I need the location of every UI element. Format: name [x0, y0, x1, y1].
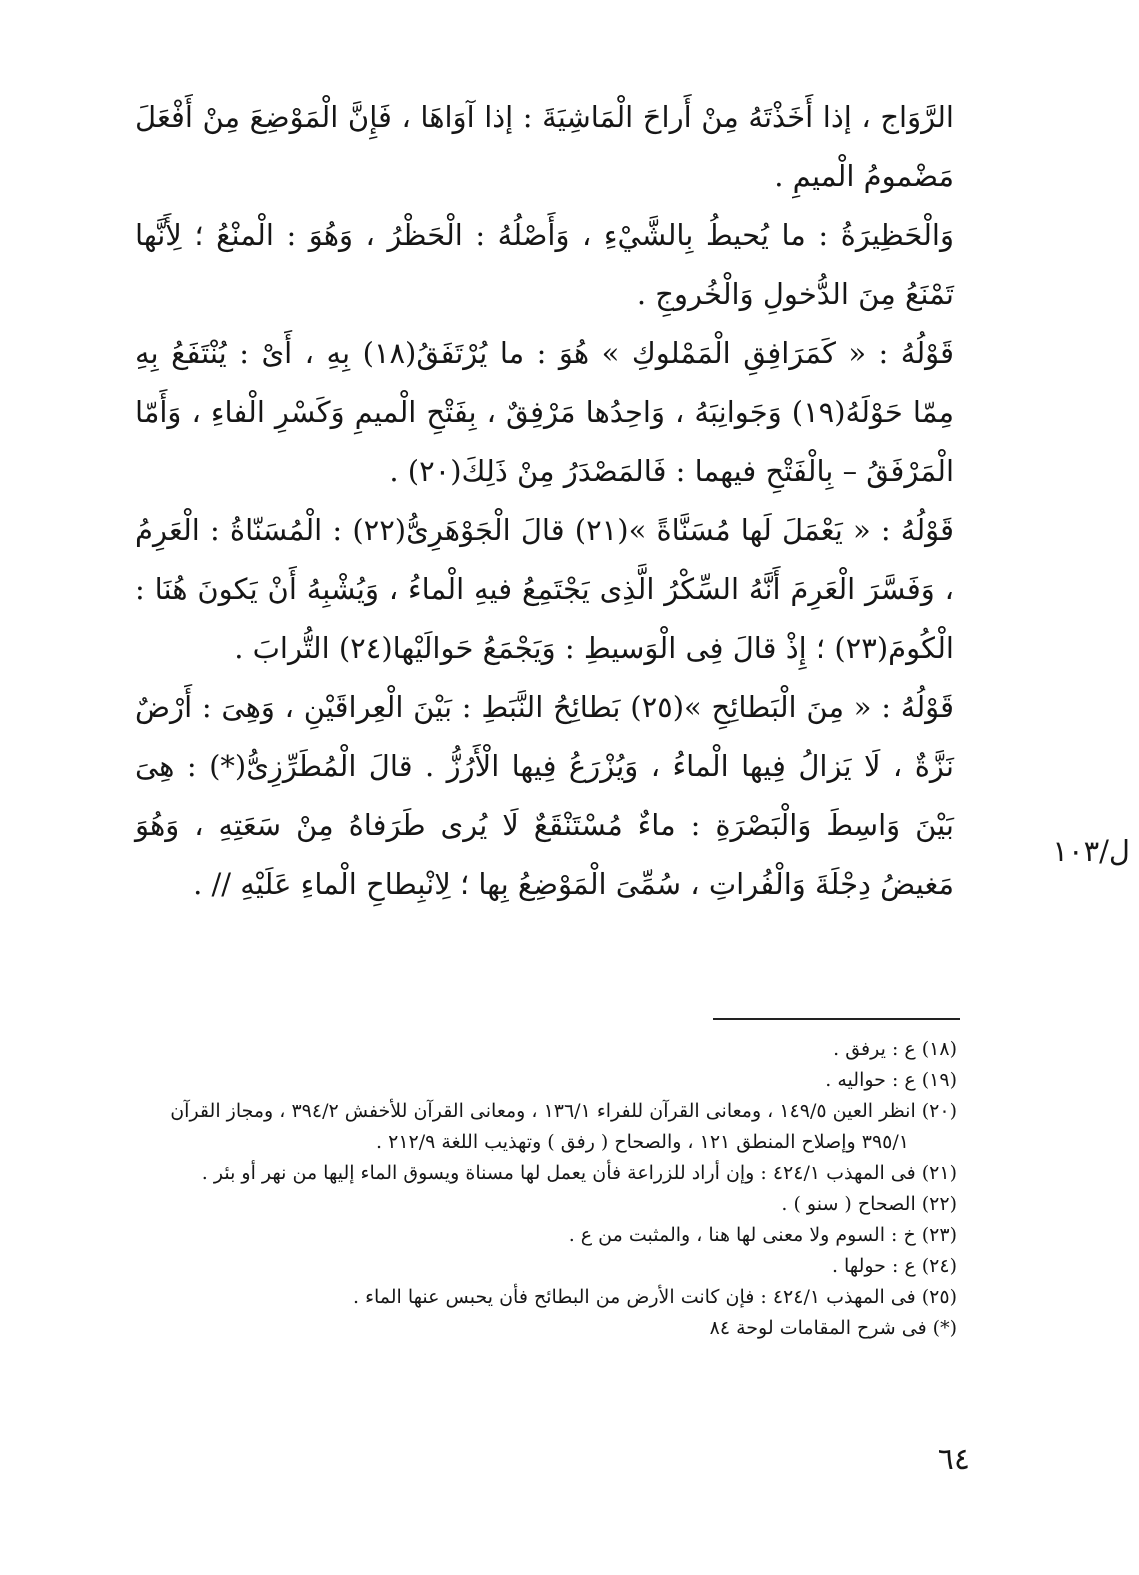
- footnote-22: [130, 1189, 957, 1220]
- footnote-number: (١٨): [921, 1038, 957, 1060]
- footnote-number: (٢٠): [921, 1100, 957, 1122]
- page-number: ٦٤: [937, 1442, 970, 1477]
- paragraph-2: وَالْحَظِيرَةُ : ما يُحيطُ بِالشَّيْءِ ، وَأَصْلُهُ : الْحَظْرُ ، وَهُوَ : الْمنْعُ ؛ لِأَنَّها تَمْنَعُ مِنَ الدُّخولِ وَالْخُروجِ .: [135, 218, 954, 311]
- footnote-18: [130, 1034, 957, 1065]
- footnote-number: (١٩): [921, 1069, 957, 1091]
- footnote-number: (٢١): [921, 1162, 957, 1184]
- footnote-20-continuation: ٣٩٥/١ وإصلاح المنطق ١٢١ ، والصحاح ( رفق ) وتهذيب اللغة ٢١٢/٩ .: [376, 1131, 909, 1153]
- footnote-24: [130, 1251, 957, 1282]
- paragraph-1: الرَّوَاج ، إذا أَخَذْتَهُ مِنْ أَراحَ الْمَاشِيَةَ : إذا آوَاهَا ، فَإِنَّ الْمَوْضِعَ مِنْ أَفْعَلَ مَضْمومُ الْميمِ .: [135, 100, 954, 193]
- footnote-number: (٢٥): [921, 1286, 957, 1308]
- footnote-25: [130, 1282, 957, 1313]
- footnote-text: خ : السوم ولا معنى لها هنا ، والمثبت من ع .: [568, 1224, 916, 1246]
- paragraph-5: قَوْلُهُ : « مِنَ الْبَطائِحِ »(٢٥) بَطائِحُ النَّبَطِ : بَيْنَ الْعِراقَيْنِ ، وَهِىَ : أَرْضٌ نَزَّةٌ ، لَا يَزالُ فِيها الْماءُ ، وَيُزْرَعُ فِيها الْأَرُزُّ . قالَ الْمُطَرِّزِىُّ(*) : هِىَ بَيْنَ وَاسِطَ وَالْبَصْرَةِ : ماءٌ مُسْتَنْقَعٌ لَا يُرى طَرَفاهُ مِنْ سَعَتِهِ ، وَهُوَ مَغيضُ دِجْلَةَ وَالْفُراتِ ، سُمِّىَ الْمَوْضِعُ بِها ؛ لِانْبِطاحِ الْماءِ عَلَيْهِ // .: [135, 690, 954, 901]
- footnote-number: (٢٣): [921, 1224, 957, 1246]
- footnote-19: [130, 1065, 957, 1096]
- footnote-text: الصحاح ( سنو ) .: [781, 1193, 916, 1215]
- footnote-text: ع : حواليه .: [825, 1069, 916, 1091]
- footnotes-block: [130, 1034, 957, 1344]
- footnote-text: فى شرح المقامات لوحة ٨٤: [709, 1317, 927, 1339]
- footnote-text: انظر العين ١٤٩/٥ ، ومعانى القرآن للفراء ١٣٦/١ ، ومعانى القرآن للأخفش ٣٩٤/٢ ، ومجاز القرآن: [170, 1100, 916, 1122]
- manuscript-folio-note: ل/١٠٣: [1052, 834, 1130, 868]
- footnote-number: (٢٤): [921, 1255, 957, 1277]
- main-text-block: [135, 88, 954, 914]
- footnote-text: فى المهذب ٤٢٤/١ : وإن أراد للزراعة فأن يعمل لها مسناة ويسوق الماء إليها من نهر أو بئر .: [201, 1162, 916, 1184]
- footnote-21: [130, 1158, 957, 1189]
- footnote-number: (*): [932, 1317, 957, 1339]
- footnote-star: [130, 1313, 957, 1344]
- paragraph-4: قَوْلُهُ : « يَعْمَلَ لَها مُسَنَّاةً »(٢١) قالَ الْجَوْهَرِىُّ(٢٢) : الْمُسَنّاةُ : الْعَرِمُ ، وَفَسَّرَ الْعَرِمَ أَنَّهُ السِّكْرُ الَّذِى يَجْتَمِعُ فيهِ الْماءُ ، وَيُشْبِهُ أَنْ يَكونَ هُنَا : الْكُومَ(٢٣) ؛ إِذْ قالَ فِى الْوَسيطِ : وَيَجْمَعُ حَوالَيْها(٢٤) التُّرابَ .: [135, 513, 954, 665]
- footnote-20: [130, 1096, 957, 1127]
- footnote-number: (٢٢): [921, 1193, 957, 1215]
- paragraph-3: قَوْلُهُ : « كَمَرَافِقِ الْمَمْلوكِ » هُوَ : ما يُرْتَفَقُ(١٨) بِهِ ، أَىْ : يُنْتَفَعُ بِهِ مِمّا حَوْلَهُ(١٩) وَجَوانِبَهُ ، وَاحِدُها مَرْفِقٌ ، بِفَتْحِ الْميمِ وَكَسْرِ الْفاءِ ، وَأَمّا الْمَرْفَقُ – بِالْفَتْحِ فيهما : فَالمَصْدَرُ مِنْ ذَلِكَ(٢٠) .: [135, 336, 954, 488]
- footnote-text: فى المهذب ٤٢٤/١ : فإن كانت الأرض من البطائح فأن يحبس عنها الماء .: [352, 1286, 916, 1308]
- footnote-text: ع : يرفق .: [833, 1038, 916, 1060]
- footnote-23: [130, 1220, 957, 1251]
- footnote-divider: [713, 1018, 960, 1020]
- footnote-text: ع : حولها .: [831, 1255, 916, 1277]
